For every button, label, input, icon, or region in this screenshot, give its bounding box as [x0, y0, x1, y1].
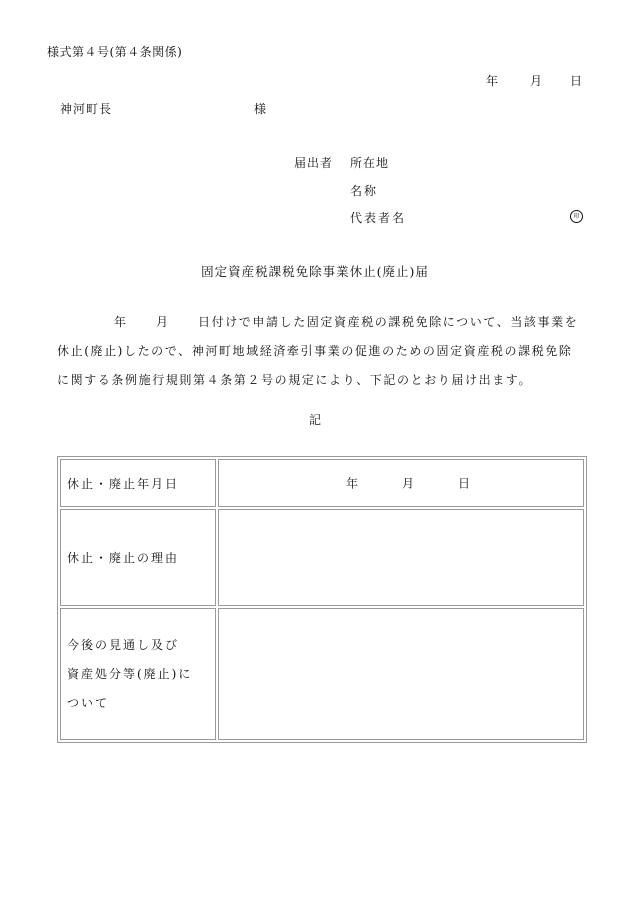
addressee-name: 神河町長: [60, 102, 113, 116]
future-outlook-label-line-2: 資産処分等(廃止)に: [67, 666, 193, 681]
body-line-2: 休止(廃止)したので、神河町地域経済牽引事業の促進のための固定資産税の課税免除: [57, 344, 573, 358]
table-row: [60, 509, 584, 606]
future-outlook-label: [60, 608, 216, 740]
body-line-1-text: 日付けで申請した固定資産税の課税免除について、当該事業を: [198, 315, 579, 329]
representative-label: 代表者名: [350, 211, 407, 225]
details-table: [57, 456, 587, 743]
suspension-date-label: 休止・廃止年月日: [60, 459, 216, 507]
address-label: 所在地: [350, 156, 390, 170]
table-row: [60, 608, 584, 740]
applicant-block: [0, 154, 630, 234]
table-year-label: 年: [346, 476, 359, 491]
document-title: 固定資産税課税免除事業休止(廃止)届: [201, 264, 429, 279]
addressee: [60, 100, 280, 116]
body-line-1: [57, 314, 587, 343]
table-day-label: 日: [458, 476, 471, 491]
table-row: [60, 459, 584, 507]
ki-heading: 記: [308, 413, 321, 427]
suspension-reason-field[interactable]: [218, 509, 584, 606]
date-year-label: 年: [486, 74, 499, 88]
seal-icon: 印: [570, 210, 583, 223]
future-outlook-label-line-1: 今後の見通し及び: [67, 637, 180, 652]
body-year-label: 年: [114, 315, 128, 329]
future-outlook-field[interactable]: [218, 608, 584, 740]
suspension-reason-label: 休止・廃止の理由: [60, 509, 216, 606]
date-month-label: 月: [530, 74, 543, 88]
form-number: 様式第４号(第４条関係): [47, 45, 183, 59]
addressee-honorific: 様: [254, 102, 267, 116]
table-month-label: 月: [402, 476, 415, 491]
applicant-label: 届出者: [294, 156, 334, 170]
submission-date: [0, 72, 630, 88]
name-label: 名称: [350, 184, 379, 198]
body-text: [57, 314, 587, 401]
body-line-3: に関する条例施行規則第４条第２号の規定により、下記のとおり届け出ます。: [57, 373, 533, 387]
date-day-label: 日: [570, 74, 583, 88]
future-outlook-label-line-3: ついて: [67, 695, 110, 710]
suspension-date-field[interactable]: [218, 459, 584, 507]
body-month-label: 月: [156, 315, 170, 329]
